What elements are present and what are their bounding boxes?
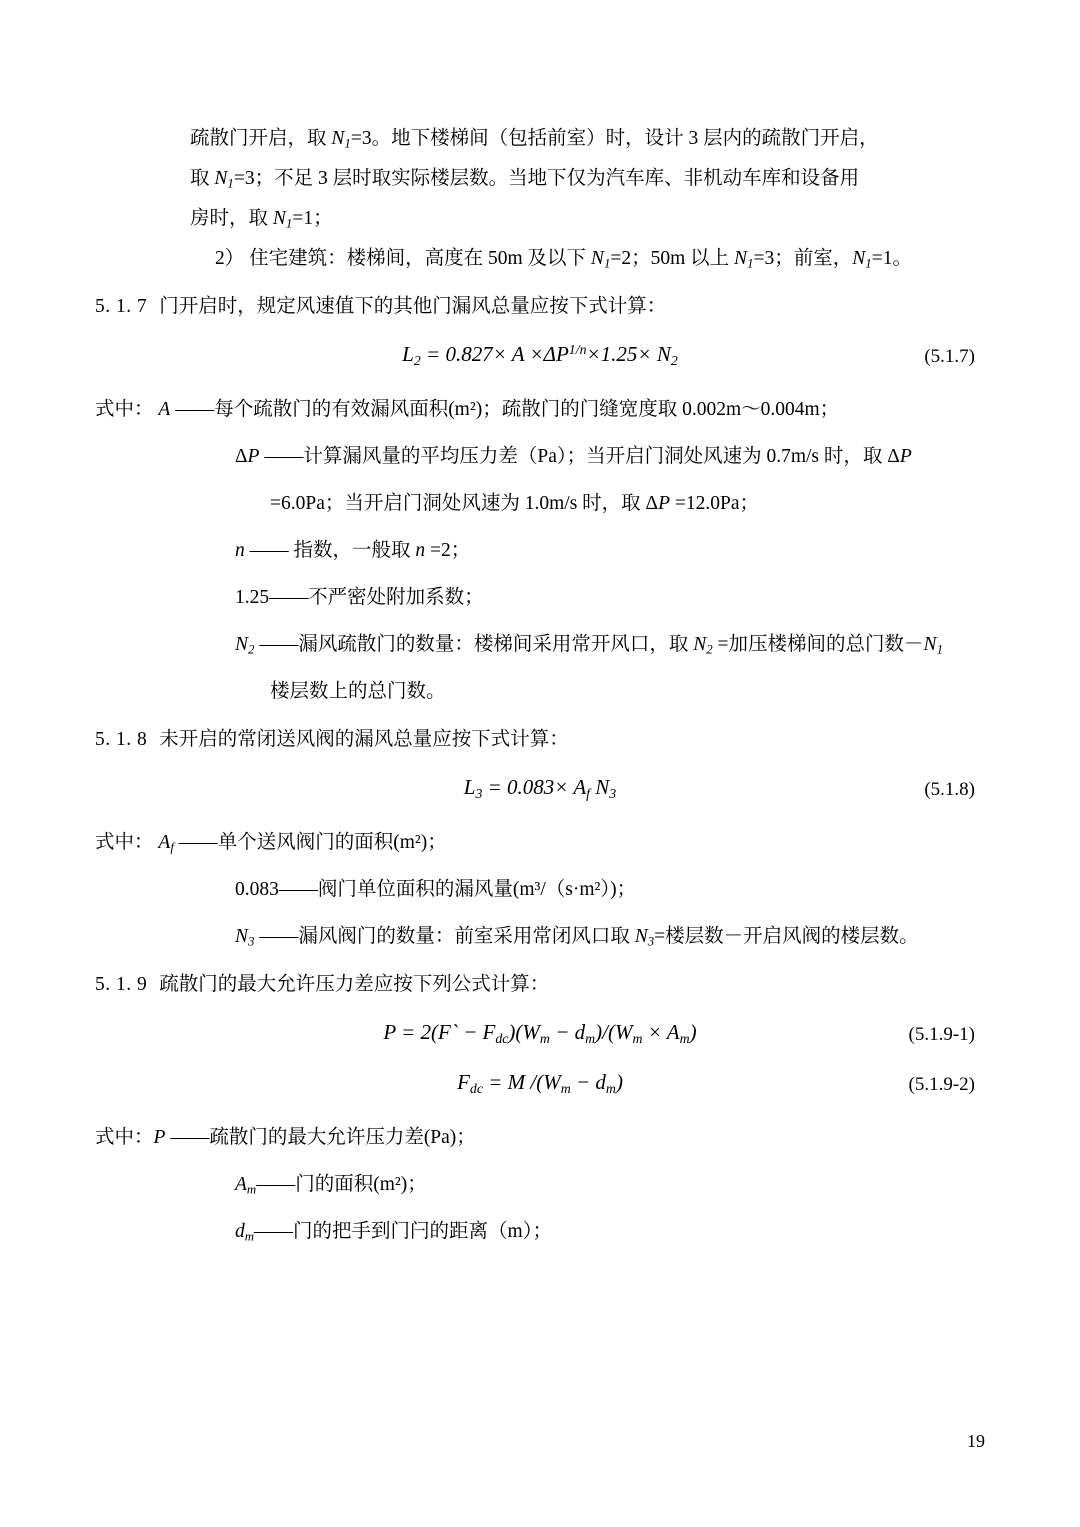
clause-title: 未开启的常闭送风阀的漏风总量应按下式计算： xyxy=(159,729,569,751)
clause-title: 门开启时，规定风速值下的其他门漏风总量应按下式计算： xyxy=(159,296,667,318)
definition-P: 式中：P ——疏散门的最大允许压力差(Pa)； xyxy=(95,1127,476,1149)
definition-delta-P-2: =6.0Pa；当开启门洞处风速为 1.0m/s 时，取 ΔP =12.0Pa； xyxy=(270,493,760,515)
formula-label: (5.1.9-2) xyxy=(908,1074,975,1096)
formula-5-1-9-2 xyxy=(95,1070,985,1104)
definition-A: 式中： A ——每个疏散门的有效漏风面积(m²)；疏散门的门缝宽度取 0.002m～0.004m； xyxy=(95,399,840,421)
clause-5-1-9 xyxy=(95,966,985,1004)
definition-delta-P-1: ΔP ——计算漏风量的平均压力差（Pa）；当开启门洞处风速为 0.7m/s 时，取 ΔP xyxy=(235,446,912,468)
definition-dm: $d_m——$门的把手到门闩的距离（m）； xyxy=(235,1221,552,1244)
paragraph-line: 疏散门开启，取 $N_1=3$。地下楼梯间（包括前室）时，设计 3 层内的疏散门开启， xyxy=(190,128,879,151)
formula-5-1-8 xyxy=(95,775,985,809)
formula-label: (5.1.7) xyxy=(924,346,975,368)
clause-number: 5. 1. 9 xyxy=(95,974,148,996)
formula-body: $L_3 = 0.083\times A_f$ $N_3$ xyxy=(463,775,617,801)
formula-label: (5.1.8) xyxy=(924,779,975,801)
clause-5-1-8 xyxy=(95,721,985,759)
formula-body: $F_{dc} = M$ $/(W_m - d_m)$ xyxy=(457,1070,623,1096)
formula-5-1-7 xyxy=(95,342,985,376)
definition-Af: 式中： $A_f$ ——单个送风阀门的面积(m²)； xyxy=(95,832,447,855)
formula-body: $L_2 = 0.827\times A \times\Delta P^{1/n}\times 1.25\times N_2$ xyxy=(402,342,678,368)
formula-5-1-9-1 xyxy=(95,1020,985,1054)
page-number: 19 xyxy=(967,1431,985,1451)
clause-5-1-7 xyxy=(95,288,985,326)
list-item-2: 2） 住宅建筑：楼梯间，高度在 50m 及以下 $N_1=2$；50m 以上 $N_1=3$；前室，$N_1=1$。 xyxy=(215,248,912,271)
paragraph-line: 取 $N_1=3$；不足 3 层时取实际楼层数。当地下仅为汽车库、非机动车库和设备用 xyxy=(190,168,860,191)
clause-title: 疏散门的最大允许压力差应按下列公式计算： xyxy=(159,974,550,996)
definition-N2-1: $N_2$ ——漏风疏散门的数量：楼梯间采用常开风口，取 $N_2$ =加压楼梯间的总门数$-N_1$ xyxy=(235,634,943,657)
definition-n: n —— 指数，一般取 n =2； xyxy=(235,540,471,562)
formula-body: P = 2(F` − $F_{dc})(W_m - d_m)/(W_m \times A_m)$ xyxy=(383,1020,697,1046)
formula-label: (5.1.9-1) xyxy=(908,1024,975,1046)
definition-1-25: 1.25——不严密处附加系数； xyxy=(235,587,484,609)
clause-number: 5. 1. 7 xyxy=(95,296,148,318)
definition-N3: $N_3$ ——漏风阀门的数量：前室采用常闭风口取 $N_3=$楼层数－开启风阀的楼层数。 xyxy=(235,926,919,949)
definition-0-083: 0.083——阀门单位面积的漏风量(m³/（s·m²）)； xyxy=(235,879,637,901)
definition-N2-2: 楼层数上的总门数。 xyxy=(270,681,446,703)
clause-number: 5. 1. 8 xyxy=(95,729,148,751)
paragraph-line: 房时，取 $N_1=1$； xyxy=(190,208,333,231)
definition-Am: $A_m——$门的面积(m²)； xyxy=(235,1174,427,1197)
